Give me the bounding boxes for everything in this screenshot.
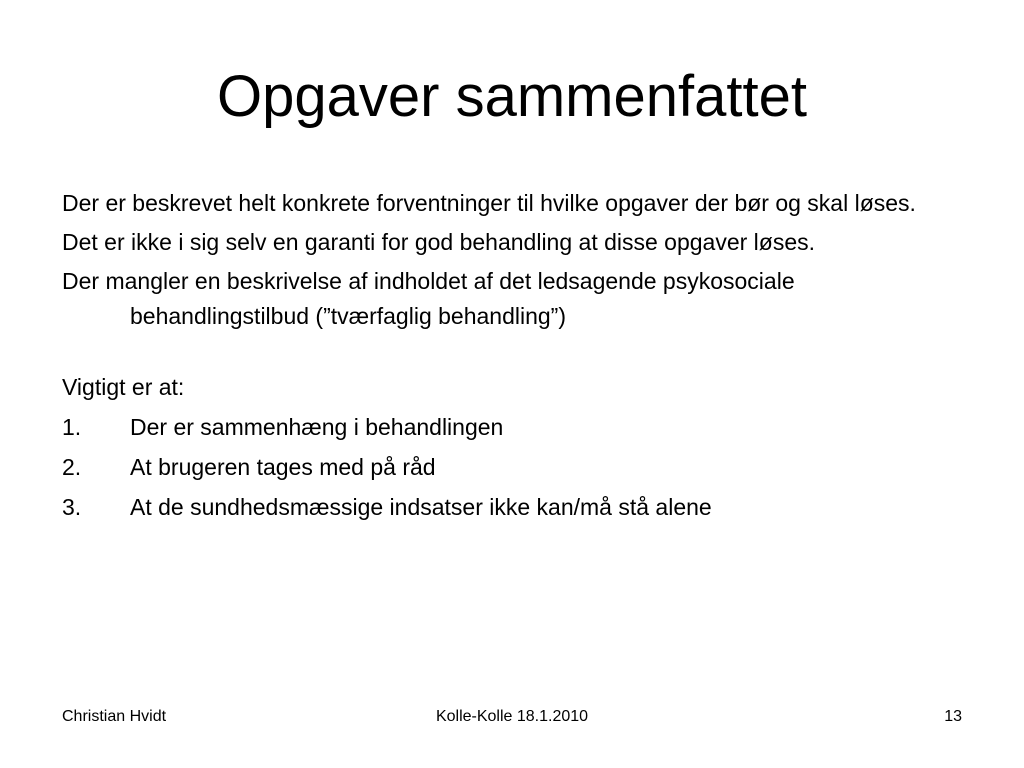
spacer xyxy=(62,338,962,370)
list-item xyxy=(62,490,962,525)
list-item xyxy=(62,410,962,445)
list-number: 1. xyxy=(62,414,82,440)
list-text: At brugeren tages med på råd xyxy=(130,454,436,480)
list-number: 2. xyxy=(62,454,82,480)
slide-body xyxy=(62,186,962,530)
list-item xyxy=(62,450,962,485)
footer-page-number: 13 xyxy=(944,708,962,725)
footer-author: Christian Hvidt xyxy=(62,708,167,725)
list-intro: Vigtigt er at: xyxy=(62,374,185,400)
paragraph-3: Der mangler en beskrivelse af indholdet af det ledsagende psykosociale behandlingstilbud (”tværfaglig behandling”) xyxy=(62,268,795,329)
slide-title: Opgaver sammenfattet xyxy=(217,64,807,129)
paragraph-2: Det er ikke i sig selv en garanti for god behandling at disse opgaver løses. xyxy=(62,229,816,255)
list-text: Der er sammenhæng i behandlingen xyxy=(130,414,504,440)
list-number: 3. xyxy=(62,494,82,520)
footer-event: Kolle-Kolle 18.1.2010 xyxy=(435,708,589,725)
paragraph-1: Der er beskrevet helt konkrete forventninger til hvilke opgaver der bør og skal løses. xyxy=(62,190,916,216)
list-text: At de sundhedsmæssige indsatser ikke kan/må stå alene xyxy=(130,494,712,520)
